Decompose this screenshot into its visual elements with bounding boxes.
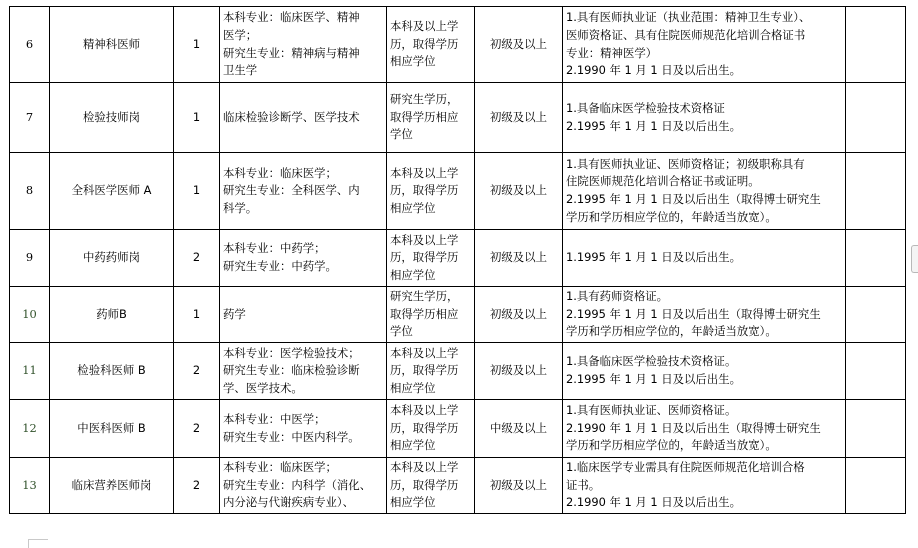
major-requirement [220, 458, 387, 514]
position-name: 精神科医师 [50, 7, 174, 83]
education-line: 本科及以上学 [390, 403, 459, 418]
requirement-line: 学历和学历相应学位的，年龄适当放宽）。 [566, 209, 777, 224]
row-number: 12 [10, 400, 50, 458]
table-row [10, 458, 906, 514]
major-line: 卫生学 [223, 63, 258, 78]
other-requirements [563, 343, 846, 400]
other-requirements [563, 230, 846, 287]
education-line: 历，取得学历 [390, 363, 459, 378]
education-line: 相应学位 [390, 380, 436, 395]
row-number: 9 [10, 230, 50, 287]
other-requirements [563, 7, 846, 83]
education-requirement [387, 287, 475, 343]
major-line: 药学 [223, 306, 246, 321]
position-name: 药师B [50, 287, 174, 343]
major-line: 研究生专业：中药学。 [223, 259, 337, 273]
row-number: 7 [10, 83, 50, 153]
hire-count: 2 [174, 343, 220, 400]
education-line: 历，取得学历 [390, 36, 459, 51]
title-requirement: 初级及以上 [475, 287, 563, 343]
requirement-line: 2.1990 年 1 月 1 日及以后出生。 [566, 495, 741, 510]
position-name: 检验技师岗 [50, 83, 174, 153]
major-line: 研究生专业：临床检验诊断 [223, 363, 360, 378]
note-cell [846, 343, 906, 400]
requirement-line: 1.1995 年 1 月 1 日及以后出生。 [566, 250, 741, 265]
other-requirements [563, 400, 846, 458]
major-line: 研究生专业：全科医学、内 [223, 183, 360, 198]
row-number: 8 [10, 153, 50, 230]
education-line: 相应学位 [390, 54, 436, 69]
position-name: 全科医学医师 A [50, 153, 174, 230]
hire-count: 2 [174, 400, 220, 458]
major-requirement [220, 230, 387, 287]
education-line: 本科及以上学 [390, 19, 459, 34]
education-requirement [387, 153, 475, 230]
other-requirements [563, 153, 846, 230]
education-requirement [387, 7, 475, 83]
title-requirement: 初级及以上 [475, 458, 563, 514]
education-requirement [387, 458, 475, 514]
major-line: 研究生专业：精神病与精神 [223, 45, 360, 60]
education-requirement [387, 343, 475, 400]
requirement-line: 2.1995 年 1 月 1 日及以后出生（取得博士研究生 [566, 306, 821, 321]
education-line: 本科及以上学 [390, 460, 459, 475]
hire-count: 2 [174, 458, 220, 514]
major-requirement [220, 153, 387, 230]
education-requirement [387, 400, 475, 458]
major-line: 学、医学技术。 [223, 380, 303, 395]
table-row [10, 153, 906, 230]
row-number: 11 [10, 343, 50, 400]
major-requirement [220, 343, 387, 400]
title-requirement: 初级及以上 [475, 230, 563, 287]
education-line: 本科及以上学 [390, 165, 459, 180]
table-row [10, 83, 906, 153]
major-line: 本科专业：临床医学、精神 [223, 10, 360, 25]
education-line: 研究生学历， [390, 289, 459, 304]
position-name: 检验科医师 B [50, 343, 174, 400]
requirement-line: 2.1990 年 1 月 1 日及以后出生。 [566, 63, 741, 78]
requirement-line: 学历和学历相应学位的，年龄适当放宽）。 [566, 324, 777, 339]
requirement-line: 1.具有医师执业证（执业范围：精神卫生专业）、 [566, 10, 811, 25]
requirement-line: 2.1995 年 1 月 1 日及以后出生。 [566, 372, 741, 386]
requirement-line: 学历和学历相应学位的，年龄适当放宽）。 [566, 438, 777, 453]
education-line: 历，取得学历 [390, 250, 459, 265]
title-requirement: 初级及以上 [475, 83, 563, 153]
title-requirement: 初级及以上 [475, 153, 563, 230]
requirement-line: 住院医师规范化培训合格证书或证明。 [566, 174, 760, 189]
education-requirement [387, 230, 475, 287]
requirement-line: 证书。 [566, 477, 601, 492]
major-line: 研究生专业：中医内科学。 [223, 429, 360, 444]
major-line: 本科专业：中药学； [223, 241, 326, 256]
row-number: 6 [10, 7, 50, 83]
education-line: 历，取得学历 [390, 477, 459, 492]
education-line: 相应学位 [390, 200, 436, 215]
other-requirements [563, 83, 846, 153]
education-line: 本科及以上学 [390, 232, 459, 247]
education-line: 学位 [390, 127, 413, 142]
note-cell [846, 400, 906, 458]
requirement-line: 1.具备临床医学检验技术资格证 [566, 100, 725, 115]
hire-count: 1 [174, 7, 220, 83]
requirement-line: 2.1990 年 1 月 1 日及以后出生（取得博士研究生 [566, 420, 821, 435]
education-line: 学位 [390, 324, 413, 339]
education-line: 历，取得学历 [390, 183, 459, 198]
note-cell [846, 230, 906, 287]
other-requirements [563, 458, 846, 514]
requirement-line: 医师资格证、具有住院医师规范化培训合格证书 [566, 27, 806, 42]
hire-count: 1 [174, 287, 220, 343]
major-line: 本科专业：临床医学； [223, 460, 337, 475]
major-requirement [220, 400, 387, 458]
position-name: 中医科医师 B [50, 400, 174, 458]
note-cell [846, 7, 906, 83]
requirement-line: 1.具有医师执业证、医师资格证；初级职称具有 [566, 156, 805, 171]
hire-count: 1 [174, 153, 220, 230]
major-line: 研究生专业：内科学（消化、 [223, 477, 372, 492]
position-name: 中药药师岗 [50, 230, 174, 287]
table-row [10, 7, 906, 83]
major-requirement [220, 83, 387, 153]
requirement-line: 1.具备临床医学检验技术资格证。 [566, 354, 737, 369]
requirement-line: 专业：精神医学） [566, 45, 658, 60]
major-line: 医学； [223, 27, 258, 42]
major-line: 本科专业：医学检验技术； [223, 345, 360, 360]
education-line: 取得学历相应 [390, 306, 459, 321]
table-row [10, 230, 906, 287]
title-requirement: 初级及以上 [475, 7, 563, 83]
note-cell [846, 458, 906, 514]
education-line: 相应学位 [390, 267, 436, 282]
note-cell [846, 83, 906, 153]
education-line: 本科及以上学 [390, 345, 459, 360]
title-requirement: 初级及以上 [475, 343, 563, 400]
note-cell [846, 287, 906, 343]
requirement-line: 2.1995 年 1 月 1 日及以后出生。 [566, 118, 741, 133]
note-cell [846, 153, 906, 230]
requirement-line: 1.具有药师资格证。 [566, 289, 668, 304]
row-number: 10 [10, 287, 50, 343]
page-corner-mark [28, 539, 48, 540]
page-corner-mark [28, 539, 29, 548]
hire-count: 1 [174, 83, 220, 153]
table-row [10, 343, 906, 400]
page-edge-marker [911, 245, 918, 273]
recruitment-table [9, 6, 906, 514]
major-line: 内分泌与代谢疾病专业）、 [223, 495, 354, 510]
major-line: 本科专业：临床医学； [223, 165, 337, 180]
education-line: 取得学历相应 [390, 109, 459, 124]
other-requirements [563, 287, 846, 343]
table-row [10, 287, 906, 343]
education-line: 研究生学历， [390, 92, 459, 107]
requirement-line: 2.1995 年 1 月 1 日及以后出生（取得博士研究生 [566, 192, 821, 206]
requirement-line: 1.临床医学专业需具有住院医师规范化培训合格 [566, 460, 805, 475]
major-requirement [220, 7, 387, 83]
major-line: 临床检验诊断学、医学技术 [223, 109, 360, 124]
education-line: 历，取得学历 [390, 420, 459, 435]
table-body [10, 7, 906, 514]
position-name: 临床营养医师岗 [50, 458, 174, 514]
education-requirement [387, 83, 475, 153]
table-row [10, 400, 906, 458]
requirement-line: 1.具有医师执业证、医师资格证。 [566, 403, 737, 418]
major-line: 科学。 [223, 200, 258, 215]
education-line: 相应学位 [390, 438, 436, 453]
row-number: 13 [10, 458, 50, 514]
major-line: 本科专业：中医学； [223, 411, 326, 426]
hire-count: 2 [174, 230, 220, 287]
education-line: 相应学位 [390, 495, 436, 510]
major-requirement [220, 287, 387, 343]
title-requirement: 中级及以上 [475, 400, 563, 458]
